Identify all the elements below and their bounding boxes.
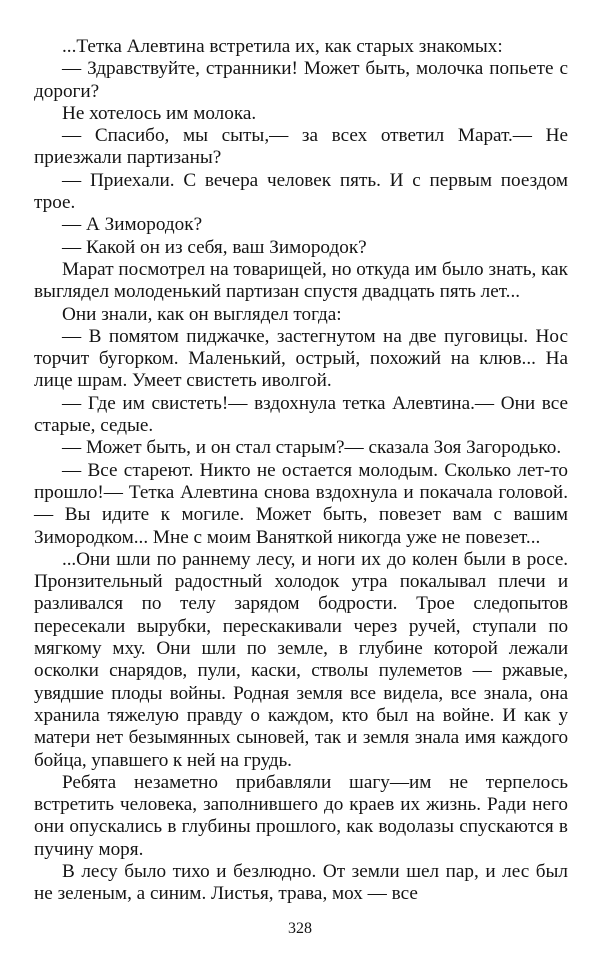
paragraph-5: — Приехали. С вечера человек пять. И с первым поездом трое. <box>34 169 568 214</box>
page-number: 328 <box>288 920 312 937</box>
paragraph-15: Ребята незаметно прибавляли шагу—им не терпелось встретить человека, заполнившего до краев их жизнь. Ради него они опускались в глубины прошлого, как водолазы спускаются в пучину моря. <box>34 771 568 860</box>
paragraph-16: В лесу было тихо и безлюдно. От земли шел пар, и лес был не зеленым, а синим. Листья, трава, мох — все <box>34 860 568 905</box>
paragraph-9: Они знали, как он выглядел тогда: <box>62 303 342 325</box>
paragraph-14: ...Они шли по раннему лесу, и ноги их до колен были в росе. Пронзительный радостный холодок утра покалывал плечи и разливался по телу зарядом бодрости. Трое следопытов пересекали вырубки, перескакивали через ручей, ступали по мягкому мху. Они шли по земле, в глубине которой лежали осколки снарядов, пули, каски, стволы пулеметов — ржавые, увядшие плоды войны. Родная земля все видела, все знала, она хранила тяжелую правду о каждом, кто был на войне. И как у матери нет безымянных сыновей, так и земля знала имя каждого бойца, упавшего к ней на грудь. <box>34 548 568 771</box>
page-text <box>34 36 568 906</box>
paragraph-2: — Здравствуйте, странники! Может быть, молочка попьете с дороги? <box>34 58 568 102</box>
paragraph-10: — В помятом пиджачке, застегнутом на две пуговицы. Нос торчит бугорком. Маленький, острый, похожий на клюв... На лице шрам. Умеет свистеть иволгой. <box>34 325 568 392</box>
paragraph-7: — Какой он из себя, ваш Зимородок? <box>62 236 367 258</box>
paragraph-12: — Может быть, и он стал старым?— сказала Зоя Загородько. <box>62 437 562 459</box>
paragraph-13: — Все стареют. Никто не остается молодым. Сколько лет-то прошло!— Тетка Алевтина снова вздохнула и покачала головой.— Вы идите к могиле. Может быть, повезет вам с вашим Зимородком... Мне с моим Ваняткой никогда уже не повезет... <box>34 459 568 548</box>
paragraph-8: Марат посмотрел на товарищей, но откуда им было знать, как выглядел молоденький партизан спустя двадцать пять лет... <box>34 258 568 303</box>
paragraph-11: — Где им свистеть!— вздохнула тетка Алевтина.— Они все старые, седые. <box>34 392 568 437</box>
paragraph-4: — Спасибо, мы сыты,— за всех ответил Марат.— Не приезжали партизаны? <box>34 125 568 169</box>
paragraph-6: — А Зимородок? <box>62 214 203 236</box>
paragraph-1: ...Тетка Алевтина встретила их, как старых знакомых: <box>62 36 503 57</box>
paragraph-3: Не хотелось им молока. <box>62 102 257 124</box>
